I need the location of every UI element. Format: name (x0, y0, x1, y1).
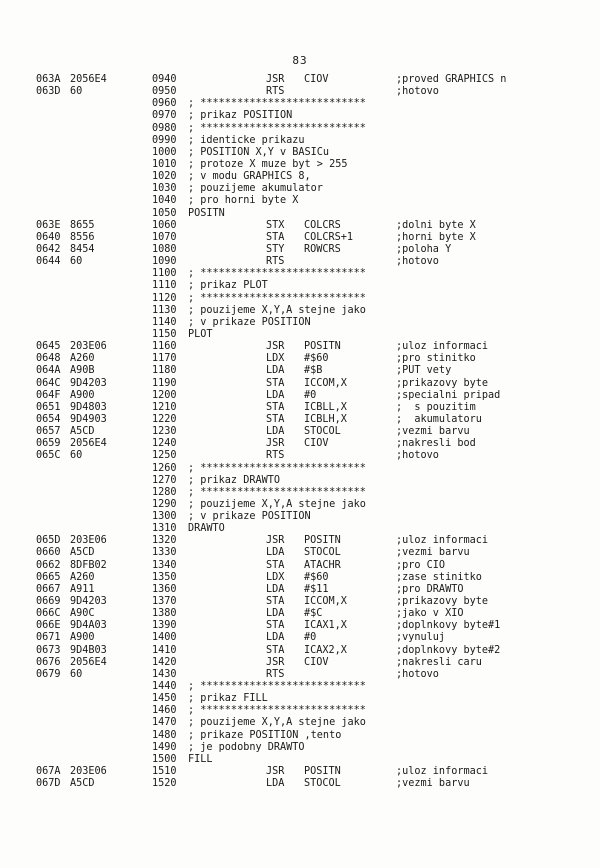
listing-line (36, 669, 596, 681)
label: POSITN (188, 207, 225, 219)
listing-line (36, 305, 596, 317)
listing-line (36, 742, 596, 754)
address: 065D (36, 535, 61, 547)
listing-line (36, 317, 596, 329)
object-bytes: 9D4803 (70, 401, 107, 413)
opcode: LDA (266, 608, 285, 620)
address: 0659 (36, 438, 61, 450)
opcode: LDA (266, 632, 285, 644)
listing-line (36, 293, 596, 305)
listing-line (36, 98, 596, 110)
operand: ICCOM,X (304, 377, 347, 389)
comment-line: ; *************************** (188, 486, 366, 498)
listing-line (36, 547, 596, 559)
object-bytes: 9D4B03 (70, 644, 107, 656)
listing-line (36, 244, 596, 256)
line-number: 1080 (152, 243, 177, 255)
address: 0648 (36, 353, 61, 365)
comment-line: ; identicke prikazu (188, 134, 305, 146)
comment-line: ; prikaze POSITION ,tento (188, 729, 342, 741)
listing-line (36, 475, 596, 487)
operand: ICAX1,X (304, 620, 347, 632)
operand: #$C (304, 608, 323, 620)
operand: COLCRS (304, 219, 341, 231)
opcode: LDA (266, 547, 285, 559)
comment: ;vezmi barvu (396, 778, 470, 790)
comment: ;pro stinitko (396, 353, 476, 365)
comment-line: ; *************************** (188, 462, 366, 474)
operand: #$11 (304, 583, 329, 595)
listing-line (36, 681, 596, 693)
line-number: 1200 (152, 389, 177, 401)
object-bytes: A5CD (70, 426, 95, 438)
comment: ;doplnkovy byte#2 (396, 644, 501, 656)
label: DRAWTO (188, 523, 225, 535)
operand: #$60 (304, 353, 329, 365)
line-number: 1160 (152, 341, 177, 353)
comment: ;proved GRAPHICS n (396, 74, 507, 85)
listing-line (36, 511, 596, 523)
opcode: STA (266, 644, 285, 656)
listing-line (36, 390, 596, 402)
object-bytes: 2056E4 (70, 656, 107, 668)
listing-line (36, 208, 596, 220)
line-number: 1320 (152, 535, 177, 547)
listing-line (36, 778, 596, 790)
opcode: STA (266, 559, 285, 571)
address: 0654 (36, 413, 61, 425)
opcode: JSR (266, 766, 285, 778)
line-number: 1110 (152, 280, 177, 292)
comment: ;pro CIO (396, 559, 446, 571)
line-number: 1280 (152, 486, 177, 498)
line-number: 1490 (152, 741, 177, 753)
address: 063D (36, 86, 61, 98)
listing-line (36, 183, 596, 195)
listing-line (36, 596, 596, 608)
line-number: 1350 (152, 571, 177, 583)
listing-line (36, 426, 596, 438)
address: 064A (36, 365, 61, 377)
opcode: LDX (266, 571, 285, 583)
listing-line (36, 450, 596, 462)
listing-line (36, 123, 596, 135)
listing-line (36, 438, 596, 450)
comment: ;uloz informaci (396, 766, 489, 778)
comment-line: ; v prikaze POSITION (188, 511, 311, 523)
opcode: JSR (266, 535, 285, 547)
comment: ;uloz informaci (396, 535, 489, 547)
listing-line (36, 463, 596, 475)
comment-line: ; *************************** (188, 292, 366, 304)
address: 0662 (36, 559, 61, 571)
comment-line: ; pouzijeme X,Y,A stejne jako (188, 498, 366, 510)
opcode: LDX (266, 353, 285, 365)
page-number: 83 (292, 54, 308, 67)
comment: ;dolni byte X (396, 219, 476, 231)
address: 064C (36, 377, 61, 389)
object-bytes: A900 (70, 632, 95, 644)
line-number: 1010 (152, 158, 177, 170)
line-number: 1260 (152, 462, 177, 474)
listing-line (36, 378, 596, 390)
line-number: 1140 (152, 316, 177, 328)
object-bytes: 8556 (70, 231, 95, 243)
address: 065C (36, 450, 61, 462)
comment: ;poloha Y (396, 243, 452, 255)
address: 0673 (36, 644, 61, 656)
listing-line (36, 705, 596, 717)
listing-line (36, 487, 596, 499)
opcode: STA (266, 620, 285, 632)
operand: ICCOM,X (304, 596, 347, 608)
operand: ATACHR (304, 559, 341, 571)
operand: ICBLL,X (304, 401, 347, 413)
line-number: 1380 (152, 608, 177, 620)
comment-line: ; *************************** (188, 268, 366, 280)
line-number: 0980 (152, 122, 177, 134)
line-number: 1150 (152, 328, 177, 340)
object-bytes: A260 (70, 571, 95, 583)
opcode: JSR (266, 656, 285, 668)
opcode: STY (266, 243, 285, 255)
line-number: 1240 (152, 438, 177, 450)
comment: ;hotovo (396, 86, 439, 98)
line-number: 1510 (152, 766, 177, 778)
comment-line: ; je podobny DRAWTO (188, 741, 305, 753)
listing-line (36, 766, 596, 778)
listing-line (36, 620, 596, 632)
operand: CIOV (304, 656, 329, 668)
object-bytes: 2056E4 (70, 74, 107, 85)
opcode: RTS (266, 450, 285, 462)
listing-line (36, 645, 596, 657)
line-number: 1400 (152, 632, 177, 644)
listing-line (36, 329, 596, 341)
listing-line (36, 414, 596, 426)
comment: ;hotovo (396, 450, 439, 462)
object-bytes: A900 (70, 389, 95, 401)
listing-line (36, 632, 596, 644)
address: 064F (36, 389, 61, 401)
opcode: JSR (266, 341, 285, 353)
listing-line (36, 268, 596, 280)
listing-line (36, 232, 596, 244)
comment: ;vezmi barvu (396, 426, 470, 438)
operand: ICBLH,X (304, 413, 347, 425)
comment: ;hotovo (396, 256, 439, 268)
comment-line: ; *************************** (188, 681, 366, 693)
object-bytes: A5CD (70, 778, 95, 790)
listing-line (36, 341, 596, 353)
comment-line: ; *************************** (188, 98, 366, 110)
address: 067A (36, 766, 61, 778)
operand: POSITN (304, 535, 341, 547)
opcode: STA (266, 377, 285, 389)
line-number: 1220 (152, 413, 177, 425)
operand: #$60 (304, 571, 329, 583)
line-number: 1170 (152, 353, 177, 365)
object-bytes: 9D4203 (70, 377, 107, 389)
comment: ;horni byte X (396, 231, 476, 243)
line-number: 1050 (152, 207, 177, 219)
line-number: 0960 (152, 98, 177, 110)
address: 066C (36, 608, 61, 620)
listing-line (36, 353, 596, 365)
address: 0676 (36, 656, 61, 668)
operand: COLCRS+1 (304, 231, 354, 243)
listing-line (36, 535, 596, 547)
address: 066E (36, 620, 61, 632)
comment-line: ; *************************** (188, 705, 366, 717)
comment: ;vezmi barvu (396, 547, 470, 559)
object-bytes: 8454 (70, 243, 95, 255)
listing-line (36, 365, 596, 377)
operand: ICAX2,X (304, 644, 347, 656)
opcode: STX (266, 219, 285, 231)
comment-line: ; pro horni byte X (188, 195, 299, 207)
address: 0669 (36, 596, 61, 608)
operand: POSITN (304, 766, 341, 778)
operand: STOCOL (304, 778, 341, 790)
line-number: 1100 (152, 268, 177, 280)
line-number: 1340 (152, 559, 177, 571)
line-number: 1000 (152, 146, 177, 158)
object-bytes: A90B (70, 365, 95, 377)
listing-line (36, 86, 596, 98)
object-bytes: 60 (70, 450, 83, 462)
line-number: 1300 (152, 511, 177, 523)
address: 0644 (36, 256, 61, 268)
listing-line (36, 135, 596, 147)
opcode: LDA (266, 365, 285, 377)
listing-line (36, 572, 596, 584)
object-bytes: 203E06 (70, 535, 107, 547)
comment-line: ; *************************** (188, 122, 366, 134)
comment: ;hotovo (396, 668, 439, 680)
comment: ;specialni pripad (396, 389, 501, 401)
comment: ;nakresli caru (396, 656, 482, 668)
address: 0667 (36, 583, 61, 595)
listing-line (36, 220, 596, 232)
object-bytes: A90C (70, 608, 95, 620)
comment-line: ; protoze X muze byt > 255 (188, 158, 348, 170)
listing-line (36, 402, 596, 414)
line-number: 1290 (152, 498, 177, 510)
opcode: RTS (266, 256, 285, 268)
label: FILL (188, 753, 213, 765)
assembly-listing (36, 74, 596, 790)
line-number: 1060 (152, 219, 177, 231)
comment: ;prikazovy byte (396, 596, 489, 608)
listing-line (36, 147, 596, 159)
object-bytes: A5CD (70, 547, 95, 559)
comment: ;zase stinitko (396, 571, 482, 583)
line-number: 1450 (152, 693, 177, 705)
opcode: LDA (266, 426, 285, 438)
listing-line (36, 693, 596, 705)
listing-line (36, 754, 596, 766)
comment: ;prikazovy byte (396, 377, 489, 389)
comment-line: ; pouzijeme X,Y,A stejne jako (188, 304, 366, 316)
listing-line (36, 159, 596, 171)
listing-line (36, 499, 596, 511)
listing-line (36, 657, 596, 669)
line-number: 1120 (152, 292, 177, 304)
comment: ;nakresli bod (396, 438, 476, 450)
line-number: 1480 (152, 729, 177, 741)
object-bytes: 60 (70, 256, 83, 268)
operand: #0 (304, 389, 317, 401)
comment-line: ; prikaz POSITION (188, 110, 293, 122)
line-number: 1210 (152, 401, 177, 413)
object-bytes: A260 (70, 353, 95, 365)
object-bytes: 9D4A03 (70, 620, 107, 632)
line-number: 0940 (152, 74, 177, 85)
line-number: 1370 (152, 596, 177, 608)
line-number: 1440 (152, 681, 177, 693)
opcode: RTS (266, 86, 285, 98)
address: 0679 (36, 668, 61, 680)
opcode: LDA (266, 583, 285, 595)
line-number: 1040 (152, 195, 177, 207)
line-number: 0990 (152, 134, 177, 146)
line-number: 1420 (152, 656, 177, 668)
address: 063A (36, 74, 61, 85)
line-number: 0950 (152, 86, 177, 98)
comment: ;jako v XIO (396, 608, 464, 620)
comment: ;doplnkovy byte#1 (396, 620, 501, 632)
opcode: STA (266, 231, 285, 243)
object-bytes: 2056E4 (70, 438, 107, 450)
line-number: 1180 (152, 365, 177, 377)
line-number: 1030 (152, 183, 177, 195)
address: 0642 (36, 243, 61, 255)
comment-line: ; prikaz PLOT (188, 280, 268, 292)
operand: #$B (304, 365, 323, 377)
object-bytes: 60 (70, 86, 83, 98)
line-number: 1090 (152, 256, 177, 268)
line-number: 1270 (152, 474, 177, 486)
object-bytes: 8655 (70, 219, 95, 231)
address: 067D (36, 778, 61, 790)
address: 0640 (36, 231, 61, 243)
line-number: 1360 (152, 583, 177, 595)
comment-line: ; pouzijeme akumulator (188, 183, 323, 195)
listing-line (36, 195, 596, 207)
line-number: 1520 (152, 778, 177, 790)
object-bytes: 8DFB02 (70, 559, 107, 571)
operand: #0 (304, 632, 317, 644)
address: 0665 (36, 571, 61, 583)
comment-line: ; POSITION X,Y v BASICu (188, 146, 330, 158)
line-number: 1310 (152, 523, 177, 535)
line-number: 1130 (152, 304, 177, 316)
listing-line (36, 110, 596, 122)
line-number: 1430 (152, 668, 177, 680)
object-bytes: 9D4203 (70, 596, 107, 608)
line-number: 1250 (152, 450, 177, 462)
operand: CIOV (304, 74, 329, 85)
line-number: 1410 (152, 644, 177, 656)
line-number: 1020 (152, 171, 177, 183)
operand: STOCOL (304, 426, 341, 438)
comment: ;uloz informaci (396, 341, 489, 353)
listing-line (36, 584, 596, 596)
comment-line: ; pouzijeme X,Y,A stejne jako (188, 717, 366, 729)
address: 063E (36, 219, 61, 231)
listing-line (36, 560, 596, 572)
label: PLOT (188, 328, 213, 340)
opcode: STA (266, 596, 285, 608)
listing-line (36, 280, 596, 292)
line-number: 1230 (152, 426, 177, 438)
opcode: LDA (266, 778, 285, 790)
operand: CIOV (304, 438, 329, 450)
line-number: 1470 (152, 717, 177, 729)
comment: ;pro DRAWTO (396, 583, 464, 595)
listing-line (36, 608, 596, 620)
comment-line: ; prikaz DRAWTO (188, 474, 281, 486)
opcode: LDA (266, 389, 285, 401)
comment: ; s pouzitim (396, 401, 476, 413)
comment-line: ; v prikaze POSITION (188, 316, 311, 328)
object-bytes: 203E06 (70, 766, 107, 778)
object-bytes: A911 (70, 583, 95, 595)
listing-line (36, 256, 596, 268)
listing-line (36, 730, 596, 742)
line-number: 1190 (152, 377, 177, 389)
comment-line: ; v modu GRAPHICS 8, (188, 171, 311, 183)
address: 0660 (36, 547, 61, 559)
operand: STOCOL (304, 547, 341, 559)
address: 0645 (36, 341, 61, 353)
address: 0657 (36, 426, 61, 438)
comment-line: ; prikaz FILL (188, 693, 268, 705)
line-number: 0970 (152, 110, 177, 122)
line-number: 1070 (152, 231, 177, 243)
comment: ;PUT vety (396, 365, 452, 377)
object-bytes: 203E06 (70, 341, 107, 353)
listing-line (36, 523, 596, 535)
line-number: 1390 (152, 620, 177, 632)
operand: POSITN (304, 341, 341, 353)
operand: ROWCRS (304, 243, 341, 255)
object-bytes: 9D4903 (70, 413, 107, 425)
line-number: 1460 (152, 705, 177, 717)
line-number: 1330 (152, 547, 177, 559)
opcode: STA (266, 413, 285, 425)
listing-line (36, 74, 596, 86)
comment: ; akumulatoru (396, 413, 482, 425)
opcode: JSR (266, 438, 285, 450)
address: 0651 (36, 401, 61, 413)
comment: ;vynuluj (396, 632, 446, 644)
opcode: RTS (266, 668, 285, 680)
listing-line (36, 171, 596, 183)
opcode: JSR (266, 74, 285, 85)
address: 0671 (36, 632, 61, 644)
listing-line (36, 717, 596, 729)
line-number: 1500 (152, 753, 177, 765)
opcode: STA (266, 401, 285, 413)
object-bytes: 60 (70, 668, 83, 680)
